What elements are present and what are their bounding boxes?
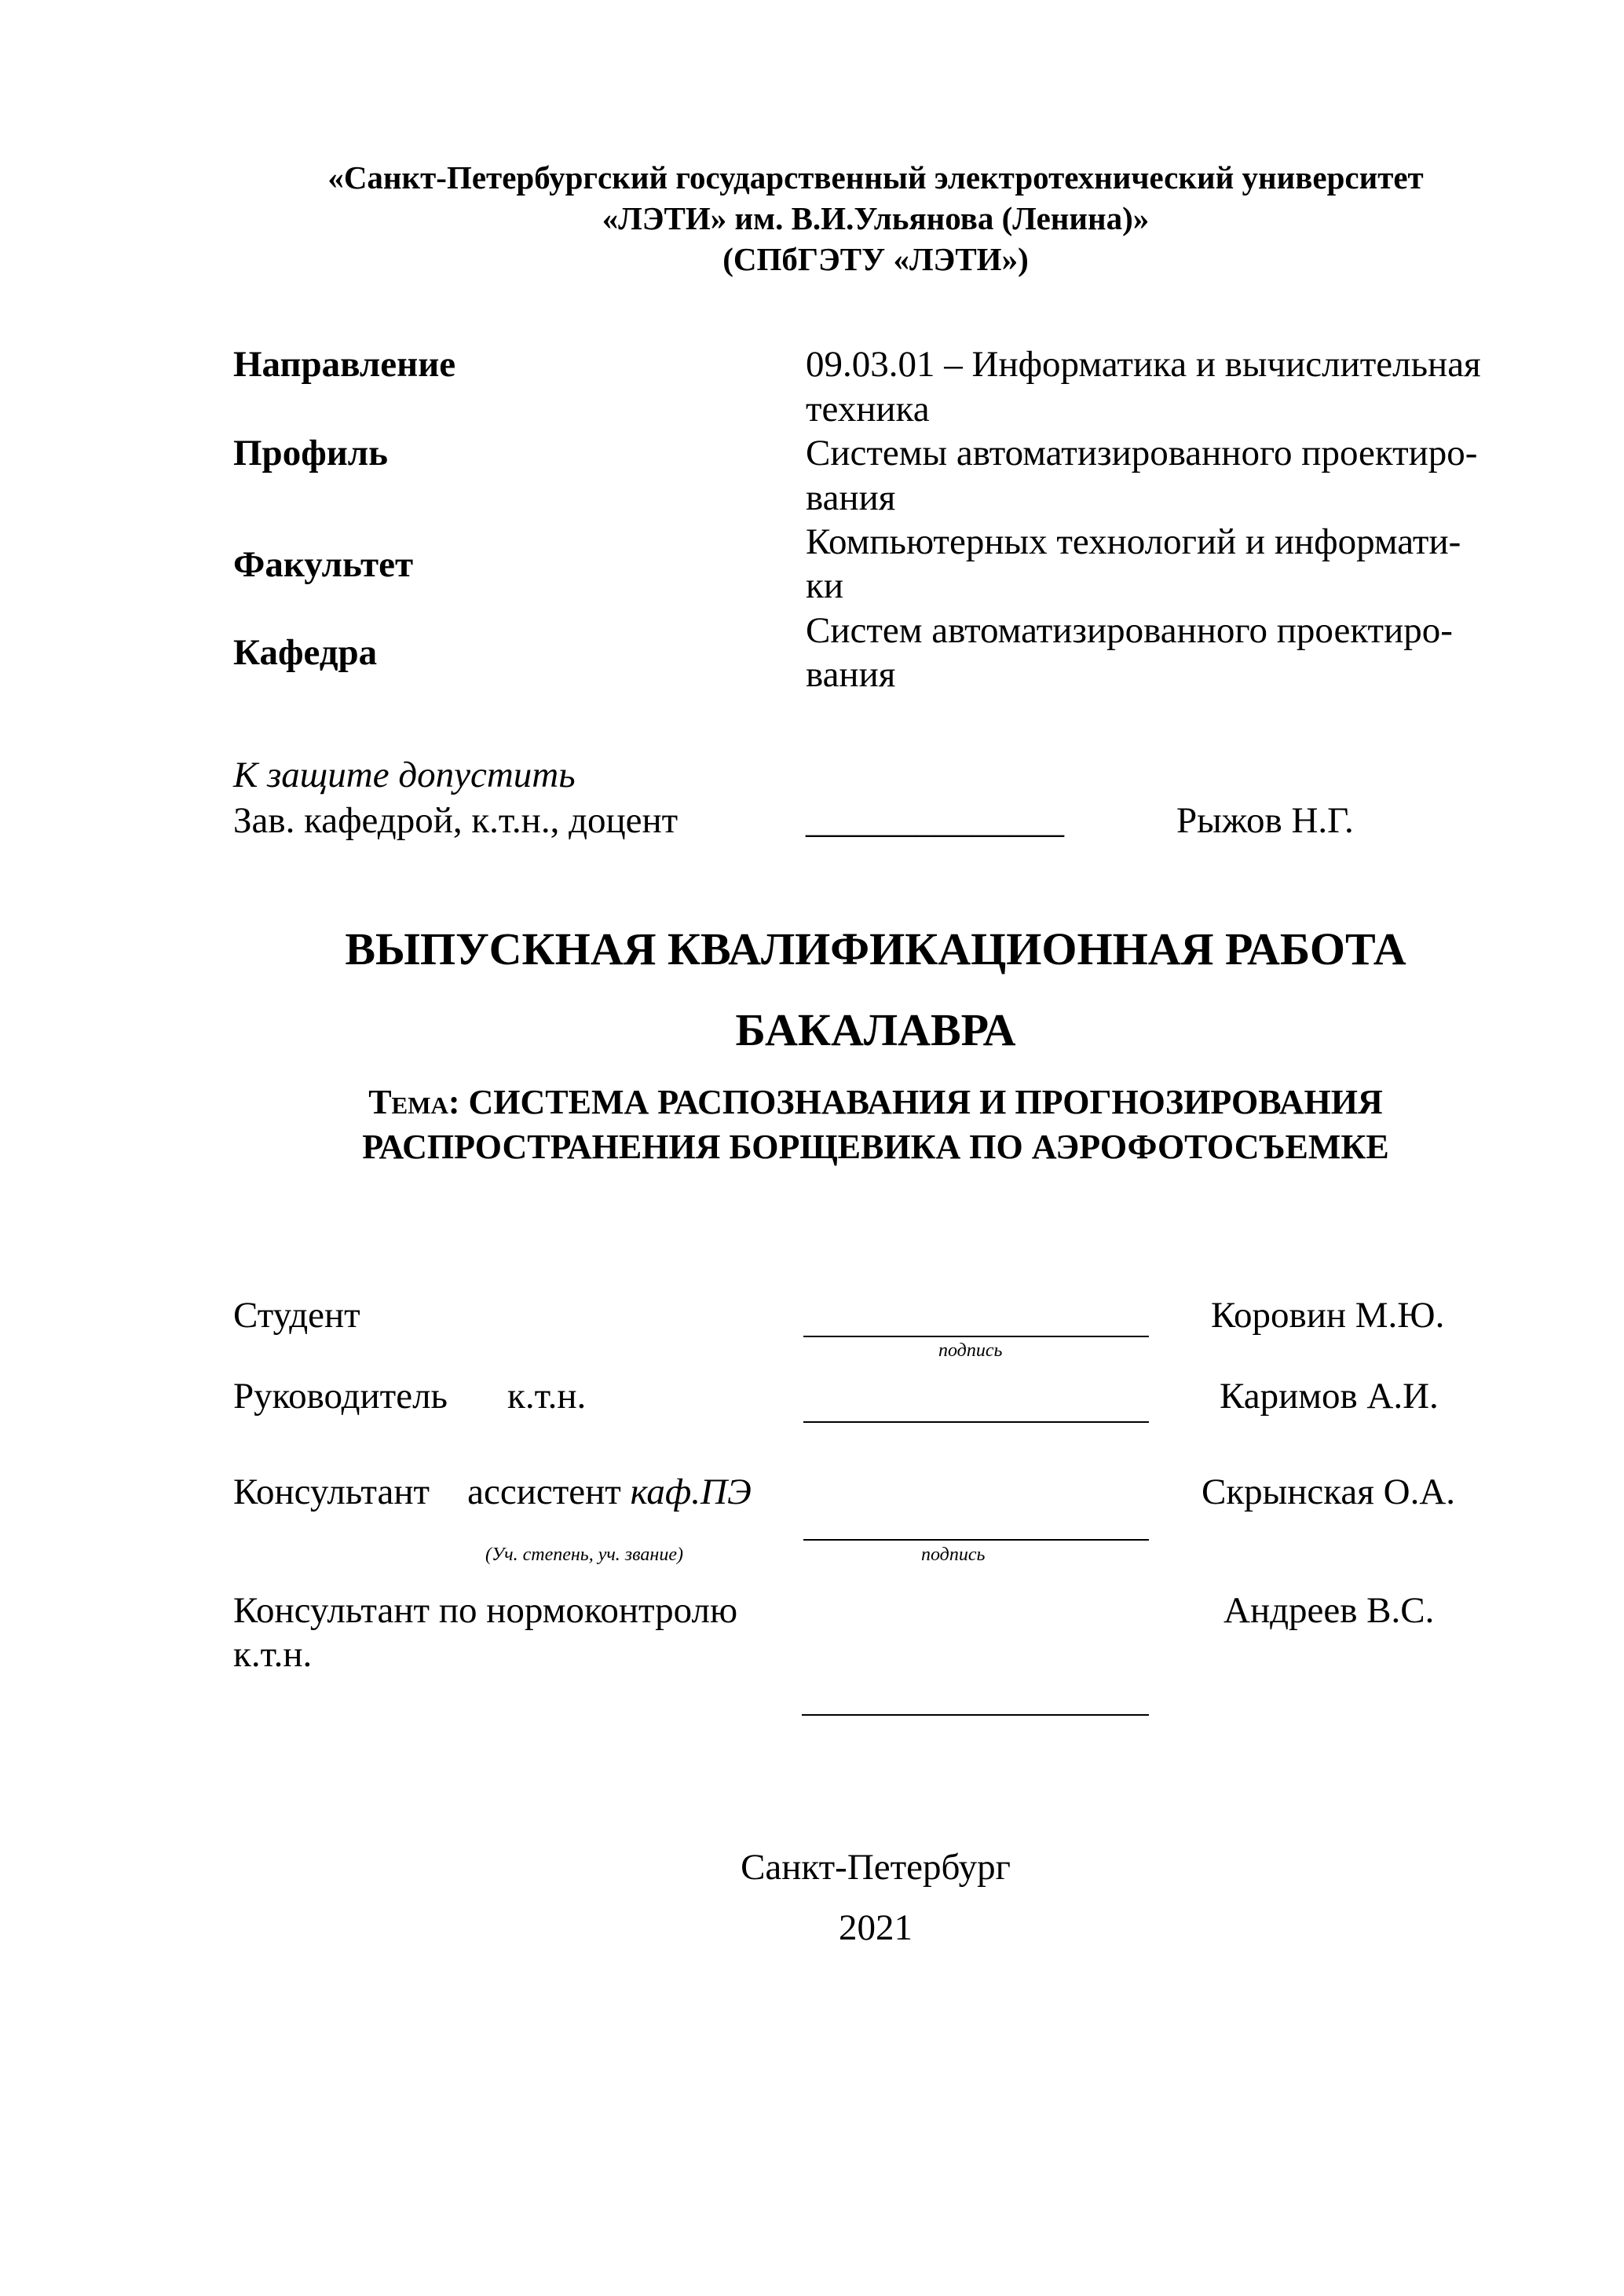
profile-value-line2: вания <box>806 477 896 518</box>
year: 2021 <box>839 1907 913 1948</box>
norm-consultant-degree: к.т.н. <box>233 1634 313 1675</box>
department-value-line1: Систем автоматизированного проектиро- <box>806 610 1453 651</box>
topic-line1 <box>0 1085 1624 1120</box>
supervisor-name: Каримов А.И. <box>1220 1376 1439 1417</box>
supervisor-signature-line <box>803 1421 1149 1423</box>
direction-value-line2: техника <box>806 389 930 430</box>
norm-consultant-signature-line <box>802 1714 1149 1716</box>
faculty-label: Факультет <box>233 544 414 585</box>
student-signature-line <box>803 1336 1149 1337</box>
norm-consultant-name: Андреев В.С. <box>1223 1590 1435 1631</box>
document-title-line2: БАКАЛАВРА <box>735 1004 1016 1055</box>
department-value-line2: вания <box>806 654 896 695</box>
university-abbreviation: (СПбГЭТУ «ЛЭТИ») <box>722 241 1029 277</box>
topic-prefix: Тема: <box>368 1083 460 1121</box>
consultant-signature-hint: подпись <box>921 1545 986 1565</box>
faculty-value-line2: ки <box>806 565 843 606</box>
consultant-signature-line <box>803 1539 1149 1541</box>
consultant-degree: ассистент <box>467 1472 621 1512</box>
approval-signature-blank: ______________ <box>806 800 1064 841</box>
profile-value-line1: Системы автоматизированного проектиро- <box>806 433 1478 473</box>
document-title-line1: ВЫПУСКНАЯ КВАЛИФИКАЦИОННАЯ РАБОТА <box>345 923 1406 974</box>
approval-position: Зав. кафедрой, к.т.н., доцент <box>233 800 678 841</box>
consultant-department: каф.ПЭ <box>630 1472 752 1512</box>
consultant-name: Скрынская О.А. <box>1202 1472 1456 1512</box>
city: Санкт-Петербург <box>741 1847 1011 1888</box>
university-name-line2: «ЛЭТИ» им. В.И.Ульянова (Ленина)» <box>602 200 1150 236</box>
approval-name: Рыжов Н.Г. <box>1176 800 1354 841</box>
direction-value-line1: 09.03.01 – Информатика и вычислительная <box>806 344 1481 385</box>
department-label: Кафедра <box>233 632 378 673</box>
supervisor-degree: к.т.н. <box>507 1376 587 1417</box>
consultant-label <box>233 1474 752 1511</box>
approval-heading: К защите допустить <box>233 755 576 795</box>
supervisor-label: Руководитель <box>233 1376 448 1417</box>
faculty-value-line1: Компьютерных технологий и информати- <box>806 521 1461 562</box>
norm-consultant-label: Консультант по нормоконтролю <box>233 1590 738 1631</box>
student-label: Студент <box>233 1295 360 1336</box>
degree-hint: (Уч. степень, уч. звание) <box>485 1545 683 1565</box>
consultant-label-text: Консультант <box>233 1472 430 1512</box>
topic-line2: РАСПРОСТРАНЕНИЯ БОРЩЕВИКА ПО АЭРОФОТОСЪЕМКЕ <box>362 1128 1389 1166</box>
direction-label: Направление <box>233 344 456 385</box>
student-signature-hint: подпись <box>938 1340 1003 1361</box>
student-name: Коровин М.Ю. <box>1211 1295 1445 1336</box>
topic-text-line1: СИСТЕМА РАСПОЗНАВАНИЯ И ПРОГНОЗИРОВАНИЯ <box>468 1083 1383 1121</box>
profile-label: Профиль <box>233 433 389 473</box>
university-name-line1: «Санкт-Петербургский государственный электротехнический университет <box>327 159 1424 196</box>
